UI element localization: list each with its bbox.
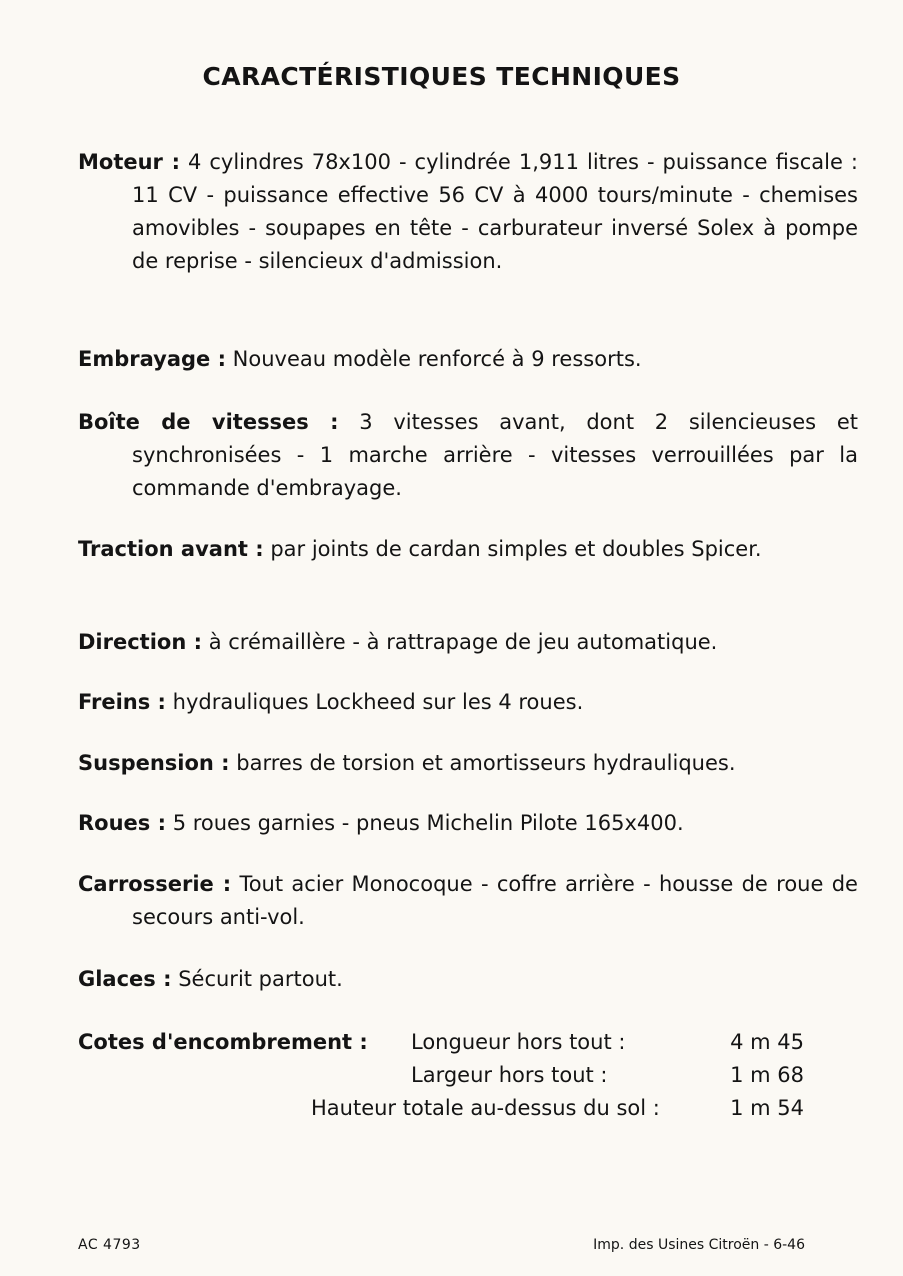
- spec-text: 5 roues garnies - pneus Michelin Pilote 165x400.: [172, 811, 684, 835]
- dimensions-block: [78, 1026, 804, 1125]
- spec-glaces: [78, 963, 858, 996]
- spec-text: barres de torsion et amortisseurs hydrauliques.: [236, 751, 736, 775]
- dimension-value: 4 m 45: [730, 1030, 804, 1054]
- spec-traction-avant: [78, 533, 858, 566]
- spec-label: Direction :: [78, 630, 203, 654]
- spec-text: à crémaillère - à rattrapage de jeu automatique.: [208, 630, 718, 654]
- spec-freins: [78, 686, 858, 719]
- spec-label: Boîte de vitesses :: [78, 410, 339, 434]
- spec-label: Carrosserie :: [78, 872, 232, 896]
- spec-text: 3 vitesses avant, dont 2 silencieuses et synchronisées - 1 marche arrière - vitesses verrouillées par la commande d'embrayage.: [132, 410, 858, 500]
- spec-text: Nouveau modèle renforcé à 9 ressorts.: [232, 347, 642, 371]
- spec-label: Suspension :: [78, 751, 230, 775]
- spec-moteur: [78, 146, 858, 278]
- spec-text: par joints de cardan simples et doubles Spicer.: [270, 537, 762, 561]
- spec-roues: [78, 807, 858, 840]
- spec-label: Glaces :: [78, 967, 172, 991]
- spec-text: 4 cylindres 78x100 - cylindrée 1,911 litres - puissance fiscale : 11 CV - puissance effective 56 CV à 4000 tours/minute - chemises amovibles - soupapes en tête - carburateur inversé Solex à pompe de reprise - silencieux d'admission.: [132, 150, 859, 273]
- dimension-value: 1 m 54: [730, 1096, 804, 1120]
- spec-text: Sécurit partout.: [178, 967, 343, 991]
- dimension-row: [78, 1026, 804, 1059]
- dimension-name: Largeur hors tout :: [411, 1063, 608, 1087]
- spec-direction: [78, 626, 858, 659]
- dimension-row: [78, 1092, 804, 1125]
- spec-carrosserie: [78, 868, 858, 934]
- dimension-row: [78, 1059, 804, 1092]
- spec-label: Embrayage :: [78, 347, 226, 371]
- document-code: AC 4793: [78, 1237, 141, 1253]
- spec-text: Tout acier Monocoque - coffre arrière - housse de roue de secours anti-vol.: [132, 872, 858, 929]
- dimensions-label: Cotes d'encombrement :: [78, 1030, 368, 1054]
- spec-text: hydrauliques Lockheed sur les 4 roues.: [172, 690, 584, 714]
- dimension-name: Hauteur totale au-dessus du sol :: [311, 1096, 660, 1120]
- dimension-name: Longueur hors tout :: [411, 1030, 626, 1054]
- spec-label: Traction avant :: [78, 537, 264, 561]
- spec-embrayage: [78, 343, 858, 376]
- dimension-value: 1 m 68: [730, 1063, 804, 1087]
- spec-suspension: [78, 747, 858, 780]
- spec-label: Roues :: [78, 811, 166, 835]
- spec-label: Freins :: [78, 690, 166, 714]
- spec-label: Moteur :: [78, 150, 180, 174]
- printer-imprint: Imp. des Usines Citroën - 6-46: [593, 1237, 805, 1253]
- page-title: CARACTÉRISTIQUES TECHNIQUES: [202, 62, 681, 91]
- spec-boite-de-vitesses: [78, 406, 858, 505]
